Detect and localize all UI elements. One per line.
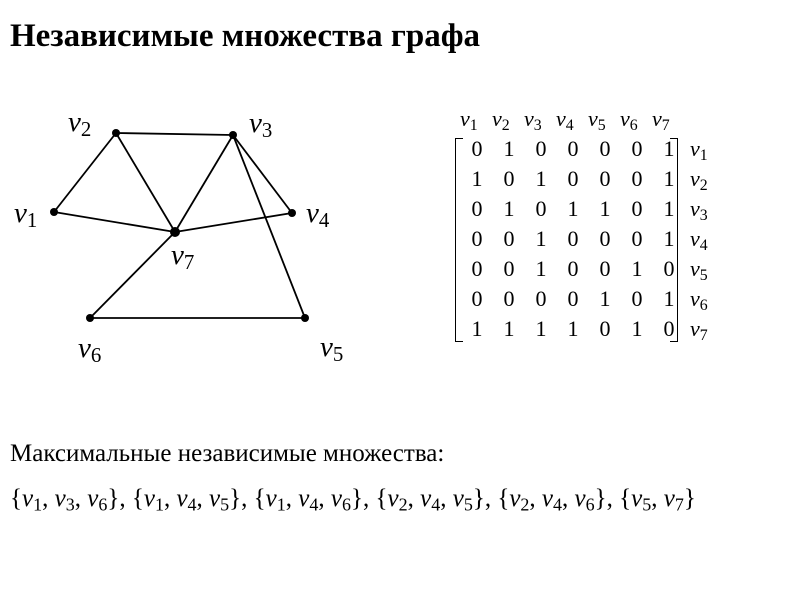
matrix-cell: 0 (503, 256, 515, 281)
set-vertex: $v_4$ (176, 485, 197, 515)
matrix-cell: 0 (567, 256, 579, 281)
set-vertex: $v_5$ (631, 485, 652, 515)
matrix-cell: 1 (663, 166, 675, 191)
matrix-cell: 0 (599, 256, 611, 281)
edge-v1-v7 (54, 212, 175, 232)
matrix-cell: 0 (567, 136, 579, 161)
independent-set: {$v_2$, $v_4$, $v_6$} (497, 485, 607, 515)
matrix-cell: 1 (631, 316, 643, 341)
matrix-cell: 1 (535, 226, 547, 251)
set-vertex: $v_4$ (541, 485, 563, 515)
vertex-v6 (86, 314, 94, 322)
set-vertex: $v_3$ (54, 485, 75, 515)
sets-caption: Максимальные независимые множества: (10, 440, 445, 467)
matrix-cell: 1 (503, 136, 515, 161)
matrix-cell: 0 (663, 256, 675, 281)
matrix-cell: 1 (535, 316, 547, 341)
matrix-cell: 0 (631, 166, 643, 191)
matrix-cell: 1 (535, 166, 547, 191)
matrix-cell: 0 (599, 316, 611, 341)
vertex-label-v7: $v_7$ (171, 239, 195, 275)
matrix-cell: 1 (535, 256, 547, 281)
matrix-cell: 0 (503, 286, 515, 311)
edge-v4-v7 (175, 213, 292, 232)
matrix-cell: 0 (631, 286, 643, 311)
vertex-label-v1: $v_1$ (14, 197, 38, 233)
matrix-cell: 1 (599, 196, 611, 221)
matrix-cell: 0 (471, 136, 483, 161)
matrix-cell: 1 (631, 256, 643, 281)
edge-v3-v4 (233, 135, 292, 213)
matrix-cell: 1 (471, 316, 483, 341)
matrix-left-bracket (455, 138, 463, 342)
matrix-cell: 0 (471, 226, 483, 251)
matrix-col-header: $v_5$ (588, 106, 606, 134)
matrix-cell: 0 (503, 226, 515, 251)
matrix-cell: 0 (631, 136, 643, 161)
edge-v3-v7 (175, 135, 233, 232)
independent-set: {$v_5$, $v_7$} (619, 485, 696, 515)
matrix-col-header: $v_7$ (652, 106, 670, 134)
matrix-cell: 1 (663, 286, 675, 311)
edge-v2-v7 (116, 133, 175, 232)
vertex-v1 (50, 208, 58, 216)
set-vertex: $v_7$ (663, 485, 684, 515)
matrix-cell: 0 (503, 166, 515, 191)
vertex-v7 (170, 227, 180, 237)
set-vertex: $v_5$ (452, 485, 473, 515)
matrix-col-header: $v_1$ (460, 106, 478, 134)
vertex-label-v4: $v_4$ (306, 197, 330, 233)
set-vertex: $v_2$ (387, 485, 408, 515)
matrix-cell: 0 (567, 166, 579, 191)
vertex-v2 (112, 129, 120, 137)
independent-set: {$v_1$, $v_4$, $v_5$} (131, 485, 242, 515)
matrix-row-label: $v_3$ (690, 196, 708, 224)
set-vertex: $v_6$ (574, 485, 595, 515)
vertex-label-v6: $v_6$ (78, 332, 102, 368)
matrix-cell: 1 (471, 166, 483, 191)
set-vertex: $v_4$ (298, 485, 319, 515)
matrix-row-label: $v_4$ (690, 226, 708, 254)
matrix-row-label: $v_7$ (690, 316, 708, 344)
vertex-label-v3: $v_3$ (249, 107, 273, 143)
matrix-cell: 1 (663, 226, 675, 251)
matrix-row-label: $v_5$ (690, 256, 708, 284)
edge-v6-v7 (90, 232, 175, 318)
matrix-row-label: $v_2$ (690, 166, 708, 194)
edge-v2-v3 (116, 133, 233, 135)
independent-set: {$v_1$, $v_3$, $v_6$} (10, 485, 120, 515)
set-vertex: $v_1$ (143, 485, 164, 515)
matrix-cell: 0 (535, 286, 547, 311)
matrix-cell: 0 (535, 196, 547, 221)
matrix-row-label: $v_6$ (690, 286, 708, 314)
matrix-col-header: $v_6$ (620, 106, 638, 134)
matrix-cell: 1 (503, 196, 515, 221)
edge-v3-v5 (233, 135, 305, 318)
matrix-cell: 0 (535, 136, 547, 161)
matrix-row-label: $v_1$ (690, 136, 708, 164)
matrix-cell: 1 (599, 286, 611, 311)
matrix-col-header: $v_4$ (556, 106, 574, 134)
matrix-cell: 0 (471, 256, 483, 281)
matrix-cell: 0 (599, 226, 611, 251)
matrix-cell: 0 (599, 136, 611, 161)
matrix-cell: 1 (663, 136, 675, 161)
set-vertex: $v_5$ (209, 485, 230, 515)
matrix-cell: 0 (599, 166, 611, 191)
matrix-cell: 1 (567, 316, 579, 341)
set-vertex: $v_6$ (330, 485, 351, 515)
matrix-cell: 0 (471, 286, 483, 311)
vertex-v3 (229, 131, 237, 139)
independent-set: {$v_1$, $v_4$, $v_6$} (253, 485, 363, 515)
matrix-col-header: $v_2$ (492, 106, 510, 134)
matrix-cell: 0 (471, 196, 483, 221)
set-vertex: $v_6$ (87, 485, 108, 515)
vertex-label-v5: $v_5$ (320, 331, 344, 367)
independent-set: {$v_2$, $v_4$, $v_5$} (375, 485, 485, 515)
matrix-cell: 0 (567, 226, 579, 251)
matrix-cell: 0 (631, 196, 643, 221)
matrix-cell: 0 (631, 226, 643, 251)
matrix-cell: 1 (567, 196, 579, 221)
set-vertex: $v_4$ (420, 485, 441, 515)
matrix-col-header: $v_3$ (524, 106, 542, 134)
matrix-cell: 0 (663, 316, 675, 341)
edge-v1-v2 (54, 133, 116, 212)
matrix-cell: 1 (663, 196, 675, 221)
set-vertex: $v_1$ (265, 485, 286, 515)
matrix-cell: 1 (503, 316, 515, 341)
vertex-v5 (301, 314, 309, 322)
set-vertex: $v_2$ (509, 485, 530, 515)
set-vertex: $v_1$ (22, 485, 43, 515)
independent-sets-list: {$v_1$, $v_3$, $v_6$}, {$v_1$, $v_4$, $v_5$}, {$v_1$, $v_4$, $v_6$}, {$v_2$, $v_4$, $v_5$}, {$v_2$, $v_4$, $v_6$}, {$v_5$, $v_7$} (10, 485, 696, 515)
matrix-cell: 0 (567, 286, 579, 311)
vertex-label-v2: $v_2$ (68, 106, 92, 142)
page-title: Независимые множества графа (10, 18, 481, 54)
vertex-v4 (288, 209, 296, 217)
